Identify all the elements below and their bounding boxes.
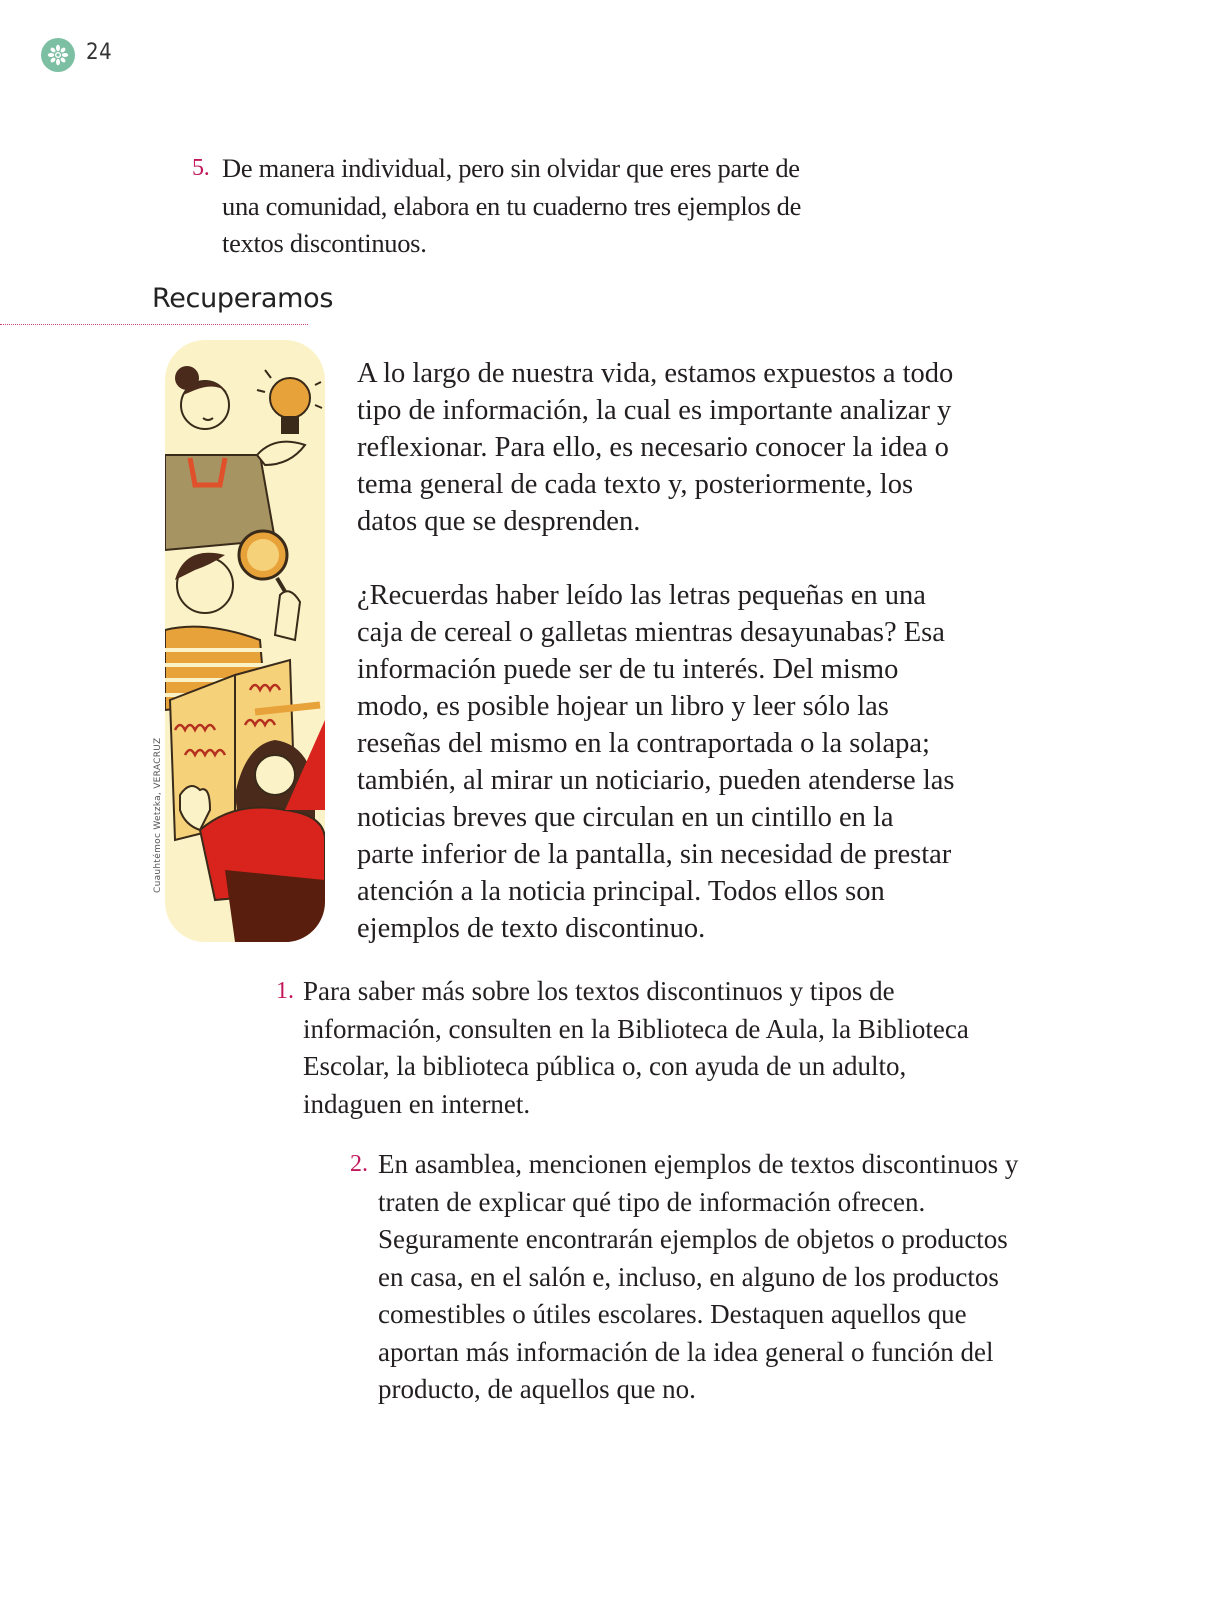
heading-divider xyxy=(0,324,308,325)
page-badge xyxy=(41,38,75,72)
item-number: 2. xyxy=(350,1151,368,1177)
item-text: De manera individual, pero sin olvidar que eres parte de una comunidad, elabora en tu cuaderno tres ejemplos de textos discontinuos. xyxy=(222,153,802,258)
intro-paragraph: A lo largo de nuestra vida, estamos expuestos a todo tipo de información, la cual es importante analizar y reflexionar. Para ello, es necesario conocer la idea o tema general de cada texto y, posteriormente, los datos que se desprenden. xyxy=(357,358,954,537)
reading-people-illustration xyxy=(165,340,325,942)
item-text: Para saber más sobre los textos discontinuos y tipos de información, consulten en la Biblioteca de Aula, la Biblioteca Escolar, la biblioteca pública o, con ayuda de un adulto, indaguen en internet. xyxy=(303,976,969,1119)
activity-item-5 xyxy=(192,150,832,263)
example-paragraph: ¿Recuerdas haber leído las letras pequeñas en una caja de cereal o galletas mientras desayunabas? Esa información puede ser de tu interés. Del mismo modo, es posible hojear un libro y leer sólo las reseñas del mismo en la contraportada o la solapa; también, al mirar un noticiario, pueden atenderse las noticias breves que circulan en un cintillo en la parte inferior de la pantalla, sin necesidad de prestar atención a la noticia principal. Todos ellos son ejemplos de texto discontinuo. xyxy=(357,580,955,944)
illustration-credit: Cuauhtémoc Wetzka, VERACRUZ xyxy=(153,737,163,893)
section-heading: Recuperamos xyxy=(152,283,334,314)
item-text: En asamblea, mencionen ejemplos de textos discontinuos y traten de explicar qué tipo de información ofrecen. Seguramente encontrarán ejemplos de objetos o productos en casa, en el salón e, incluso, en alguno de los productos comestibles o útiles escolares. Destaquen aquellos que aportan más información de la idea general o función del producto, de aquellos que no. xyxy=(378,1149,1019,1404)
activity-item-2 xyxy=(350,1146,1030,1409)
flower-icon xyxy=(46,43,70,67)
activity-item-1 xyxy=(276,973,976,1123)
page-number: 24 xyxy=(86,40,113,65)
item-number: 1. xyxy=(276,978,294,1004)
item-number: 5. xyxy=(192,155,210,181)
